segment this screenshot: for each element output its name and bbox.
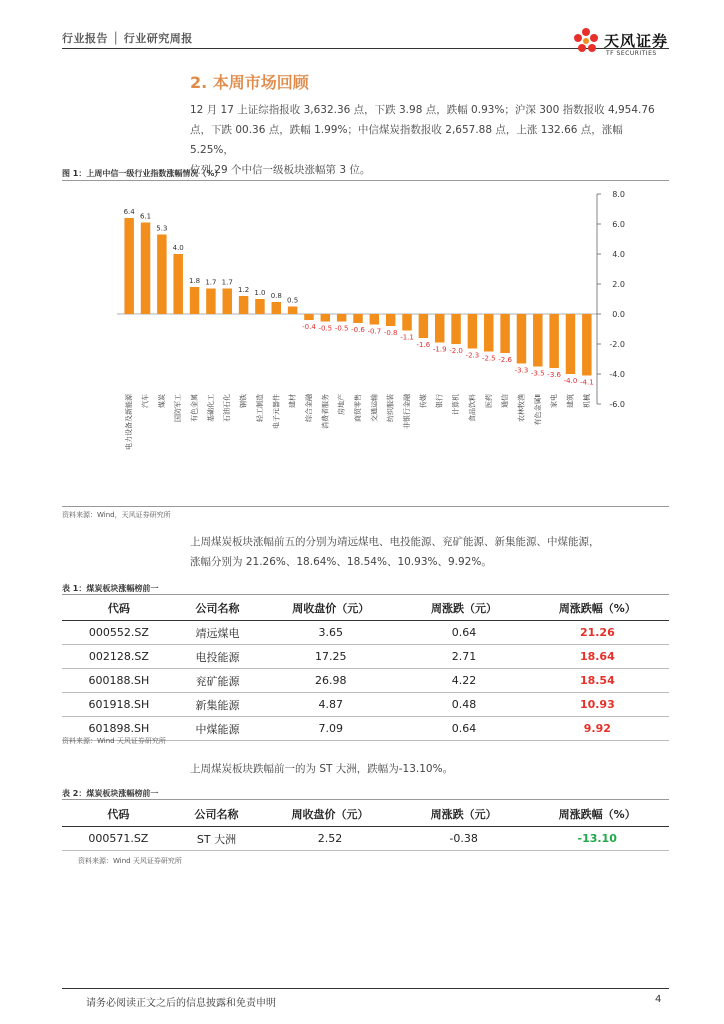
table1-title: 表 1：煤炭板块涨幅榜前一: [62, 584, 159, 593]
losers-table: [62, 802, 669, 851]
table2-title: 表 2：煤炭板块涨幅榜前一: [62, 789, 159, 798]
table-cell: ST 大洲: [175, 827, 259, 851]
bar: [337, 314, 346, 322]
bar: [468, 314, 477, 349]
paragraph-line: 涨幅分别为 21.26%、18.64%、18.54%、10.93%、9.92%。: [190, 556, 492, 568]
bar: [255, 299, 264, 314]
column-header: 公司名称: [176, 596, 259, 621]
table-cell: 靖远煤电: [176, 621, 259, 645]
category-label: 基础化工: [206, 394, 215, 422]
y-tick-label: -2.0: [609, 340, 625, 349]
category-label: 农林牧渔: [517, 394, 526, 422]
table-cell: 7.09: [259, 717, 402, 741]
bar: [157, 235, 166, 315]
table-cell: 21.26: [526, 621, 669, 645]
category-label: 传媒: [419, 394, 428, 408]
bar-value-label: 1.8: [188, 277, 201, 285]
footer-disclaimer: 请务必阅读正文之后的信息披露和免责申明: [86, 998, 276, 1009]
table-row: [62, 621, 669, 645]
section-title: 2. 本周市场回顾: [190, 73, 309, 92]
category-label: 房地产: [337, 394, 346, 415]
column-header: 周涨跌幅（%）: [526, 596, 669, 621]
bar-value-label: -1.6: [416, 341, 431, 349]
tf-logo-icon: [570, 26, 602, 58]
table-cell: -0.38: [402, 827, 526, 851]
bar-value-label: -1.9: [432, 345, 447, 354]
bar-value-label: -0.8: [383, 329, 398, 337]
bar-value-label: -0.5: [318, 324, 333, 333]
table-cell: 9.92: [526, 717, 669, 741]
category-label: 有色金属Ⅱ: [533, 394, 542, 426]
bar-value-label: -1.1: [400, 333, 414, 342]
bar-value-label: 0.8: [270, 292, 282, 300]
bar: [582, 314, 591, 376]
table-cell: 兖矿能源: [176, 669, 259, 693]
table-cell: 600188.SH: [62, 669, 176, 693]
bar: [435, 314, 444, 343]
report-header-title: 行业报告 │ 行业研究周报: [62, 32, 193, 45]
top-gainers-paragraph: [190, 532, 660, 572]
category-label: 电力设备及新能源: [125, 394, 134, 450]
column-header: 公司名称: [175, 802, 259, 827]
y-tick-label: 4.0: [612, 250, 625, 259]
category-label: 国防军工: [174, 394, 183, 422]
category-label: 电子元器件: [272, 394, 281, 429]
figure-bottom-rule: [62, 506, 669, 507]
bar: [124, 218, 133, 314]
gainers-table: [62, 596, 669, 741]
bar-value-label: -4.1: [579, 378, 594, 387]
table-cell: 3.65: [259, 621, 402, 645]
column-header: 周收盘价（元）: [258, 802, 402, 827]
table-cell: 002128.SZ: [62, 645, 176, 669]
bar: [517, 314, 526, 364]
category-label: 纺织服装: [386, 394, 395, 422]
bar: [321, 314, 330, 322]
table-cell: 18.54: [526, 669, 669, 693]
bar-value-label: -4.0: [563, 377, 578, 385]
table-cell: 0.64: [402, 717, 525, 741]
bar: [272, 302, 281, 314]
category-label: 计算机: [452, 394, 461, 415]
column-header: 代码: [62, 802, 175, 827]
industry-bar-chart: [62, 182, 669, 504]
bar-value-label: -0.7: [367, 327, 382, 336]
table-row: [62, 645, 669, 669]
bar: [500, 314, 509, 353]
category-label: 汽车: [141, 394, 150, 408]
logo-text-en: TF SECURITIES: [606, 50, 657, 57]
bar-value-label: -2.5: [481, 354, 496, 363]
column-header: 周涨跌（元）: [402, 596, 525, 621]
bar-value-label: 4.0: [172, 244, 184, 252]
bar: [533, 314, 542, 367]
bar-value-label: -3.6: [547, 371, 561, 379]
y-tick-label: 0.0: [612, 310, 625, 319]
column-header: 周涨跌幅（%）: [525, 802, 669, 827]
table-row: [62, 827, 669, 851]
bar-value-label: 1.7: [205, 278, 217, 287]
bar: [223, 289, 232, 315]
table1-source: 资料来源：Wind 天风证券研究所: [62, 737, 166, 745]
bar-value-label: -0.6: [351, 326, 365, 334]
bar-value-label: 1.0: [254, 289, 266, 297]
category-label: 建材: [288, 394, 297, 408]
bar-value-label: -2.3: [465, 351, 480, 360]
paragraph-line: 上周煤炭板块涨幅前五的分别为靖远煤电、电投能源、兖矿能源、新集能源、中煤能源，: [190, 536, 600, 548]
bar-value-label: -0.4: [302, 323, 316, 331]
category-label: 非银行金融: [403, 394, 412, 429]
bar-value-label: 1.7: [221, 278, 233, 287]
table-header-row: [62, 596, 669, 621]
bar: [353, 314, 362, 323]
column-header: 周涨跌（元）: [402, 802, 526, 827]
bar: [206, 289, 215, 315]
figure-top-rule: [62, 180, 669, 181]
bar: [566, 314, 575, 374]
category-label: 综合金融: [304, 394, 313, 422]
y-tick-label: -6.0: [609, 400, 625, 409]
table-cell: 000571.SZ: [62, 827, 175, 851]
bar-value-label: 6.4: [123, 208, 135, 216]
bar: [419, 314, 428, 338]
top-loser-paragraph: 上周煤炭板块跌幅前一的为 ST 大洲，跌幅为-13.10%。: [190, 763, 454, 775]
table-cell: 17.25: [259, 645, 402, 669]
category-label: 有色金属: [190, 394, 199, 422]
table-cell: 26.98: [259, 669, 402, 693]
summary-line: 点，下跌 00.36 点，跌幅 1.99%；中信煤炭指数报收 2,657.88 点，上涨 132.66 点，涨幅 5.25%，: [190, 124, 623, 156]
category-label: 医药: [484, 394, 493, 408]
column-header: 周收盘价（元）: [259, 596, 402, 621]
bar: [173, 254, 182, 314]
table-cell: 2.71: [402, 645, 525, 669]
bar-value-label: 1.2: [238, 286, 250, 294]
bar-value-label: 5.3: [156, 224, 168, 233]
table-cell: 000552.SZ: [62, 621, 176, 645]
bar: [370, 314, 379, 325]
bar: [304, 314, 313, 320]
y-tick-label: 8.0: [612, 190, 625, 199]
category-label: 交通运输: [370, 394, 379, 422]
figure-title: 图 1：上周中信一级行业指数涨幅情况（%）: [62, 169, 223, 178]
bar-value-label: -0.5: [334, 324, 349, 333]
table2-top-rule: [62, 799, 669, 800]
footer-divider: [62, 988, 669, 989]
table1-top-rule: [62, 594, 669, 595]
category-label: 轻工制造: [255, 394, 264, 422]
category-label: 家电: [550, 394, 559, 408]
table-row: [62, 669, 669, 693]
category-label: 钢铁: [239, 394, 248, 408]
bar-value-label: -3.3: [514, 366, 529, 375]
bar-value-label: -3.5: [530, 369, 545, 378]
category-label: 银行: [435, 394, 444, 408]
summary-line: 12 月 17 上证综指报收 3,632.36 点，下跌 3.98 点，跌幅 0.93%；沪深 300 指数报收 4,954.76: [190, 104, 655, 116]
table-header-row: [62, 802, 669, 827]
column-header: 代码: [62, 596, 176, 621]
category-label: 商贸零售: [354, 394, 362, 422]
summary-paragraph: [190, 100, 660, 180]
table-cell: 2.52: [258, 827, 402, 851]
bar: [141, 223, 150, 315]
figure-source: 资料来源：Wind，天风证券研究所: [62, 511, 171, 519]
category-label: 煤炭: [157, 394, 166, 408]
bar: [190, 287, 199, 314]
category-label: 消费者服务: [321, 394, 330, 429]
category-label: 通信: [501, 394, 510, 408]
bar-value-label: 0.5: [287, 296, 299, 305]
bar-value-label: 6.1: [139, 212, 152, 221]
bar: [288, 307, 297, 315]
table-cell: -13.10: [525, 827, 669, 851]
table-cell: 新集能源: [176, 693, 259, 717]
summary-line: 位列 29 个中信一级板块涨幅第 3 位。: [190, 164, 371, 176]
table-cell: 4.87: [259, 693, 402, 717]
bar: [239, 296, 248, 314]
y-tick-label: 2.0: [612, 280, 625, 289]
bar: [549, 314, 558, 368]
table-cell: 0.64: [402, 621, 525, 645]
bar: [484, 314, 493, 352]
bar: [402, 314, 411, 331]
bar-value-label: -2.0: [449, 347, 463, 355]
table-row: [62, 693, 669, 717]
y-tick-label: -4.0: [609, 370, 625, 379]
bar: [386, 314, 395, 326]
category-label: 机械: [582, 394, 591, 408]
bar: [451, 314, 460, 344]
table-cell: 中煤能源: [176, 717, 259, 741]
bar-value-label: -2.6: [498, 356, 512, 364]
category-label: 石油石化: [223, 394, 232, 422]
category-label: 食品饮料: [468, 394, 477, 422]
table-cell: 电投能源: [176, 645, 259, 669]
table-cell: 0.48: [402, 693, 525, 717]
table-cell: 10.93: [526, 693, 669, 717]
page-number: 4: [655, 994, 662, 1005]
table-cell: 4.22: [402, 669, 525, 693]
table2-source: 资料来源：Wind 天风证券研究所: [78, 857, 182, 865]
table-cell: 601898.SH: [62, 717, 176, 741]
category-label: 建筑: [566, 394, 575, 408]
table-cell: 601918.SH: [62, 693, 176, 717]
y-tick-label: 6.0: [612, 220, 625, 229]
logo-text-cn: 天风证券: [604, 32, 669, 50]
table-cell: 18.64: [526, 645, 669, 669]
